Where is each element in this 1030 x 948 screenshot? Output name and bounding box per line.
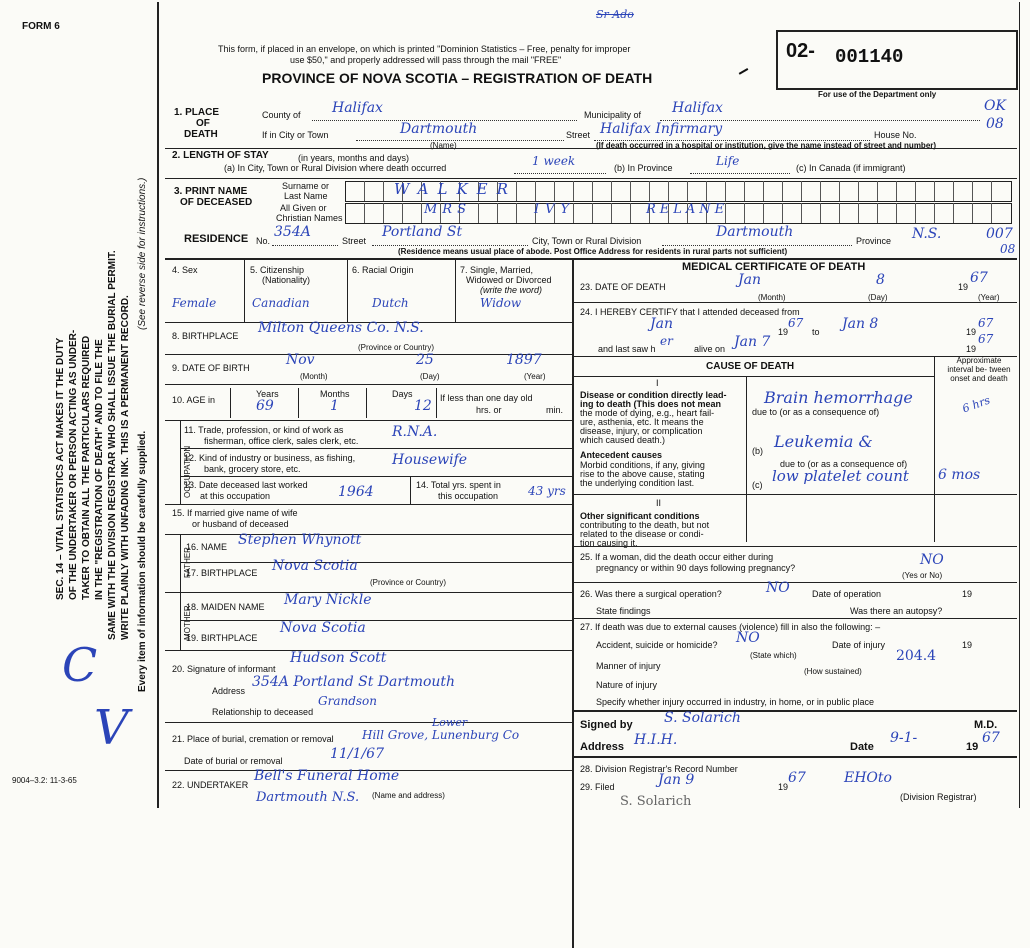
manner-label: Manner of injury: [596, 661, 661, 671]
lt1-label: If less than one day old: [440, 393, 533, 403]
birthplace-sub: (Province or Country): [358, 343, 435, 352]
attend-to: Jan 8: [842, 316, 879, 332]
street-value: Halifax Infirmary: [600, 121, 723, 137]
letter-cell-divider: [364, 203, 365, 223]
cause-a-interval: 6 hrs: [960, 393, 992, 416]
inf-address-value: 354A Portland St Dartmouth: [252, 674, 456, 690]
disease-2: ing to death (This does not mean: [580, 399, 722, 409]
industry-value: Housewife: [392, 452, 468, 468]
letter-cell-divider: [611, 203, 612, 223]
f2-sub: (in years, months and days): [298, 153, 410, 163]
letter-cell-divider: [782, 203, 783, 223]
f2-label: 2. LENGTH OF STAY: [172, 150, 269, 161]
f18-label: 18. MAIDEN NAME: [186, 602, 265, 612]
age-years-label: Years: [256, 389, 279, 399]
alive-yr: 67: [978, 332, 994, 346]
medical-title: MEDICAL CERTIFICATE OF DEATH: [682, 261, 866, 273]
inf-address-label: Address: [212, 686, 246, 696]
birthplace-value: Milton Queens Co. N.S.: [258, 320, 424, 336]
nature-label: Nature of injury: [596, 680, 658, 690]
f15-label: 15. If married give name of wife: [172, 508, 298, 518]
burial-place-value: Hill Grove, Lunenburg Co: [362, 728, 520, 742]
stay-a-value: 1 week: [532, 154, 576, 168]
how-sustained-sub: (How sustained): [804, 667, 862, 676]
accident-value: NO: [736, 630, 760, 646]
specify-label: Specify whether injury occurred in industry, in home, or in public place: [596, 697, 874, 707]
accident-label: Accident, suicide or homicide?: [596, 640, 718, 650]
cause-b-value: Leukemia &: [774, 432, 873, 451]
disease-5: disease, injury, or complication: [580, 426, 703, 436]
preg-value: NO: [920, 552, 944, 568]
f15-sub: or husband of deceased: [192, 519, 289, 529]
f7-sub: Widowed or Divorced: [466, 275, 552, 285]
status-value: Widow: [480, 296, 522, 310]
autopsy-label: Was there an autopsy?: [850, 606, 943, 616]
letter-cell-divider: [858, 181, 859, 201]
yes-no-sub: (Yes or No): [902, 571, 943, 580]
undertaker-value: Bell's Funeral Home: [254, 768, 400, 784]
f14-sub: this occupation: [438, 491, 499, 501]
death-day-sub: (Day): [868, 293, 888, 302]
dob-year: 1897: [506, 352, 542, 368]
f21-label: 21. Place of burial, cremation or removal: [172, 734, 334, 744]
state-which-sub: (State which): [750, 651, 797, 660]
ante-2: Morbid conditions, if any, giving: [580, 460, 705, 470]
citizen-value: Canadian: [252, 296, 310, 310]
f9-label: 9. DATE OF BIRTH: [172, 363, 250, 373]
f29-label: 29. Filed: [580, 782, 615, 792]
letter-cell-divider: [896, 181, 897, 201]
letter-cell-divider: [744, 203, 745, 223]
f28-label: 28. Division Registrar's Record Number: [580, 764, 738, 774]
letter-cell-divider: [877, 181, 878, 201]
letter-cell-divider: [820, 181, 821, 201]
side-instructions-5: SAME WITH THE DIVISION REGISTRAR WHO SHALL ISSUE THE BURIAL PERMIT.: [107, 250, 118, 640]
f6-label: 6. Racial Origin: [352, 265, 414, 275]
residence-label: RESIDENCE: [184, 233, 249, 245]
side-instructions-4: IN THE "REGISTRATION OF DEATH" AND TO FILE THE: [94, 339, 105, 600]
letter-cell-divider: [592, 181, 593, 201]
given-value-2: IVY: [534, 202, 576, 217]
trade-value: R.N.A.: [392, 424, 438, 440]
res-no-value: 354A: [274, 224, 311, 240]
filed-month: Jan 9: [658, 772, 695, 788]
reg-number: 001140: [835, 46, 904, 68]
letter-cell-divider: [991, 181, 992, 201]
f27-label: 27. If death was due to external causes (violence) fill in also the following: –: [580, 622, 881, 632]
letter-cell-divider: [972, 181, 973, 201]
letter-cell-divider: [934, 203, 935, 223]
age-months-value: 1: [330, 398, 339, 414]
other-1: Other significant conditions: [580, 511, 700, 521]
father-side: FATHER: [183, 547, 192, 578]
city-value: Dartmouth: [400, 121, 478, 137]
county-label: County of: [262, 110, 301, 120]
sig-date-label: Date: [850, 741, 874, 753]
father-bp-value: Nova Scotia: [272, 558, 358, 574]
letter-cell-divider: [478, 203, 479, 223]
letter-cell-divider: [858, 203, 859, 223]
f2b-label: (b) In Province: [614, 163, 673, 173]
letter-cell-divider: [516, 203, 517, 223]
res-city-value: Dartmouth: [716, 224, 794, 240]
prov-code: 007: [986, 226, 1013, 242]
md-label: M.D.: [974, 719, 998, 731]
letter-cell-divider: [573, 181, 574, 201]
city-town-label: If in City or Town: [262, 130, 329, 140]
f11-sub: fisherman, office clerk, sales clerk, etc.: [204, 436, 359, 446]
letter-cell-divider: [991, 203, 992, 223]
f1-label-of: OF: [196, 118, 210, 129]
cause-title: CAUSE OF DEATH: [706, 361, 795, 372]
letter-cell-divider: [668, 181, 669, 201]
f5-sub: (Nationality): [262, 275, 311, 285]
f25-sub: pregnancy or within 90 days following pregnancy?: [596, 563, 796, 573]
house-no-label: House No.: [874, 130, 917, 140]
form-label: FORM 6: [22, 21, 60, 32]
f7-label: 7. Single, Married,: [460, 265, 534, 275]
letter-cell-divider: [915, 203, 916, 223]
signed-value: S. Solarich: [664, 710, 741, 726]
res-no-label: No.: [256, 236, 271, 246]
f10-label: 10. AGE in: [172, 395, 216, 405]
mail-note-2: use $50," and properly addressed will pass through the mail "FREE": [290, 55, 562, 65]
given-value-1: MRS: [424, 202, 472, 217]
side-instructions-3: TAKER TO OBTAIN ALL THE PARTICULARS REQUIRED: [81, 335, 92, 600]
muni-code: OK: [984, 98, 1006, 114]
name-sub: (Name): [430, 141, 457, 150]
f2c-label: (c) In Canada (if immigrant): [796, 163, 906, 173]
letter-cell-divider: [953, 181, 954, 201]
age-months-label: Months: [320, 389, 350, 399]
letter-cell-divider: [535, 181, 536, 201]
occupation-side: OCCUPATION: [183, 445, 192, 498]
f22-label: 22. UNDERTAKER: [172, 780, 249, 790]
letter-cell-divider: [364, 181, 365, 201]
letter-cell-divider: [972, 203, 973, 223]
letter-cell-divider: [801, 203, 802, 223]
sig-year: 67: [982, 730, 1000, 746]
filed-year: 67: [788, 770, 806, 786]
hospital-note: (If death occurred in a hospital or institution, give the name instead of street and number): [596, 141, 937, 150]
letter-cell-divider: [649, 181, 650, 201]
relationship-label: Relationship to deceased: [212, 707, 314, 717]
sig-19: 19: [966, 741, 979, 753]
ante-3: rise to the above cause, stating: [580, 469, 705, 479]
province-label: Province: [856, 236, 892, 246]
side-instructions-1: SEC. 14 – VITAL STATISTICS ACT MAKES IT THE DUTY: [55, 337, 66, 600]
res-note: (Residence means usual place of abode. Post Office Address for residents in rural parts not sufficient): [398, 247, 788, 256]
injury-date-label: Date of injury: [832, 640, 886, 650]
hrs-label: hrs. or: [476, 405, 502, 415]
letter-cell-divider: [820, 203, 821, 223]
letter-cell-divider: [839, 181, 840, 201]
to-label: to: [812, 327, 820, 337]
last-saw-label: and last saw h: [598, 344, 656, 354]
death-year: 67: [970, 270, 988, 286]
cause-c-interval: 6 mos: [938, 467, 981, 483]
letter-cell-divider: [687, 181, 688, 201]
death-day: 8: [876, 272, 885, 288]
letter-cell-divider: [763, 181, 764, 201]
sig-date-value: 9-1-: [890, 730, 918, 746]
cause-c-value: low platelet count: [772, 467, 909, 485]
f13-sub: at this occupation: [200, 491, 271, 501]
f17-label: 17. BIRTHPLACE: [186, 568, 258, 578]
age-days-value: 12: [414, 398, 432, 414]
stay-b-value: Life: [716, 154, 740, 168]
f4-label: 4. Sex: [172, 265, 198, 275]
letter-cell-divider: [554, 181, 555, 201]
last-worked-value: 1964: [338, 484, 374, 500]
filed-19: 19: [778, 782, 789, 792]
attend-from-yr: 67: [788, 316, 804, 330]
letter-cell-divider: [896, 203, 897, 223]
death-year-sub: (Year): [978, 293, 1000, 302]
roman-1: I: [656, 378, 659, 388]
letter-cell-divider: [630, 181, 631, 201]
street-label: Street: [566, 130, 591, 140]
side-instructions-6: WRITE PLAINLY WITH UNFADING INK. THIS IS A PERMANENT RECORD.: [120, 295, 131, 640]
f26-label: 26. Was there a surgical operation?: [580, 589, 722, 599]
code-204: 204.4: [896, 648, 937, 664]
surname-label-2: Last Name: [284, 191, 328, 201]
top-scribble: Sr Ado: [596, 8, 634, 21]
f23-label: 23. DATE OF DEATH: [580, 282, 666, 292]
res-street-value: Portland St: [382, 224, 463, 240]
res-city-label: City, Town or Rural Division: [532, 236, 642, 246]
burial-date-value: 11/1/67: [330, 746, 384, 762]
signed-by-label: Signed by: [580, 719, 633, 731]
injury-19: 19: [962, 640, 973, 650]
mail-note: This form, if placed in an envelope, on which is printed "Dominion Statistics – Free, penalty for improper: [218, 44, 631, 54]
f14-label: 14. Total yrs. spent in: [416, 480, 501, 490]
disease-1: Disease or condition directly lead-: [580, 390, 727, 400]
county-value: Halifax: [332, 100, 383, 116]
side-instructions-8: Every item of information should be carefully supplied.: [137, 430, 148, 692]
given-value-3: RELANE: [646, 202, 729, 217]
min-label: min.: [546, 405, 564, 415]
op-19: 19: [962, 589, 973, 599]
attend-to-19: 19: [966, 327, 977, 337]
alive-on-label: alive on: [694, 344, 726, 354]
letter-cell-divider: [801, 181, 802, 201]
other-3: related to the disease or condi-: [580, 529, 704, 539]
attend-from-19: 19: [778, 327, 789, 337]
ante-4: the underlying condition last.: [580, 478, 695, 488]
f13-label: 13. Date deceased last worked: [184, 480, 308, 490]
f1-label: 1. PLACE: [174, 107, 220, 118]
death-month-sub: (Month): [758, 293, 786, 302]
disease-3: the mode of dying, e.g., heart fail-: [580, 408, 715, 418]
letter-cell-divider: [630, 203, 631, 223]
dob-day-sub: (Day): [420, 372, 440, 381]
f20-label: 20. Signature of informant: [172, 664, 276, 674]
letter-cell-divider: [421, 203, 422, 223]
f25-label: 25. If a woman, did the death occur either during: [580, 552, 774, 562]
other-4: tion causing it.: [580, 538, 638, 548]
letter-cell-divider: [402, 203, 403, 223]
attend-from: Jan: [650, 316, 673, 332]
burial-place-top: Lower: [432, 716, 468, 729]
form-code: 9004–3.2: 11-3-65: [12, 776, 77, 785]
disease-6: which caused death.): [580, 435, 666, 445]
house-code: 08: [986, 116, 1004, 132]
last-saw-value: er: [660, 334, 673, 348]
prov-code-2: 08: [1000, 242, 1016, 256]
death-month: Jan: [738, 272, 761, 288]
f7-sub-2: (write the word): [480, 285, 543, 295]
letter-cell-divider: [934, 181, 935, 201]
cause-b-due: due to (or as a consequence of): [780, 459, 908, 469]
res-street-label: Street: [342, 236, 367, 246]
bottom-signature: S. Solarich: [620, 794, 692, 809]
mother-side: MOTHER: [183, 605, 192, 640]
relationship-value: Grandson: [318, 694, 377, 708]
surname-label: Surname or: [282, 181, 330, 191]
f16-label: 16. NAME: [186, 542, 228, 552]
letter-cell-divider: [725, 181, 726, 201]
f3-label: 3. PRINT NAME: [174, 186, 248, 197]
attend-to-yr: 67: [978, 316, 994, 330]
letter-cell-divider: [744, 181, 745, 201]
death-19: 19: [958, 282, 969, 292]
letter-cell-divider: [706, 181, 707, 201]
dept-use: For use of the Department only: [818, 90, 937, 99]
margin-mark-c: C: [62, 638, 98, 692]
cause-b-marker: (b): [752, 446, 763, 456]
f8-label: 8. BIRTHPLACE: [172, 331, 239, 341]
roman-2: II: [656, 498, 662, 508]
f3-label-b: OF DECEASED: [180, 197, 253, 208]
f19-label: 19. BIRTHPLACE: [186, 633, 258, 643]
letter-cell-divider: [839, 203, 840, 223]
f24-label: 24. I HEREBY CERTIFY that I attended deceased from: [580, 307, 800, 317]
disease-4: ure, asthenia, etc. It means the: [580, 417, 704, 427]
sig-address-value: H.I.H.: [634, 732, 678, 748]
alive-on-value: Jan 7: [734, 334, 771, 350]
letter-cell-divider: [497, 203, 498, 223]
sig-address-label: Address: [580, 741, 625, 753]
father-bp-sub: (Province or Country): [370, 578, 447, 587]
f2a-label: (a) In City, Town or Rural Division where death occurred: [224, 163, 447, 173]
dob-month-sub: (Month): [300, 372, 328, 381]
given-label-2: Christian Names: [276, 213, 343, 223]
undertaker-address: Dartmouth N.S.: [256, 790, 360, 805]
total-yrs-value: 43 yrs: [528, 484, 566, 498]
burial-date-label: Date of burial or removal: [184, 756, 283, 766]
side-instructions-7: (See reverse side for instructions.): [137, 177, 148, 330]
registrar-sig: EHOto: [844, 770, 892, 786]
f5-label: 5. Citizenship: [250, 265, 305, 275]
cause-a-value: Brain hemorrhage: [764, 388, 913, 407]
letter-cell-divider: [383, 203, 384, 223]
municipality-value: Halifax: [672, 100, 723, 116]
province-value: N.S.: [912, 226, 942, 242]
findings-label: State findings: [596, 606, 651, 616]
informant-value: Hudson Scott: [290, 650, 387, 666]
letter-cell-divider: [383, 181, 384, 201]
page-title: PROVINCE OF NOVA SCOTIA – REGISTRATION OF DEATH: [262, 70, 653, 86]
letter-cell-divider: [782, 181, 783, 201]
alive-19: 19: [966, 344, 977, 354]
mother-bp-value: Nova Scotia: [280, 620, 366, 636]
letter-cell-divider: [763, 203, 764, 223]
letter-cell-divider: [592, 203, 593, 223]
sex-value: Female: [172, 296, 217, 310]
letter-cell-divider: [915, 181, 916, 201]
letter-cell-divider: [611, 181, 612, 201]
other-2: contributing to the death, but not: [580, 520, 710, 530]
op-date-label: Date of operation: [812, 589, 882, 599]
father-name-value: Stephen Whynott: [238, 532, 362, 548]
letter-cell-divider: [877, 203, 878, 223]
undertaker-sub: (Name and address): [372, 791, 445, 800]
age-years-value: 69: [256, 398, 274, 414]
dob-month: Nov: [286, 352, 315, 368]
racial-value: Dutch: [372, 296, 409, 310]
mother-maiden-value: Mary Nickle: [284, 592, 372, 608]
municipality-label: Municipality of: [584, 110, 642, 120]
cause-a-due: due to (or as a consequence of): [752, 407, 880, 417]
ante-1: Antecedent causes: [580, 450, 663, 460]
age-days-label: Days: [392, 389, 413, 399]
surgery-value: NO: [766, 580, 790, 596]
f12-label: 12. Kind of industry or business, as fishing,: [184, 453, 356, 463]
dob-day: 25: [416, 352, 434, 368]
letter-cell-divider: [953, 203, 954, 223]
reg-prefix: 02-: [786, 40, 815, 62]
interval-label: Approximate interval be- tween onset and death: [947, 356, 1011, 383]
surname-value: WALKER: [394, 180, 517, 198]
f12-sub: bank, grocery store, etc.: [204, 464, 301, 474]
div-registrar-sub: (Division Registrar): [900, 792, 977, 802]
given-label: All Given or: [280, 203, 327, 213]
dob-year-sub: (Year): [524, 372, 546, 381]
side-instructions-2: OF THE UNDERTAKER OR PERSON ACTING AS UNDER-: [68, 329, 79, 600]
cause-c-marker: (c): [752, 480, 763, 490]
f11-label: 11. Trade, profession, or kind of work as: [184, 425, 344, 435]
margin-mark-v: V: [94, 700, 129, 756]
f1-label-death: DEATH: [184, 129, 218, 140]
